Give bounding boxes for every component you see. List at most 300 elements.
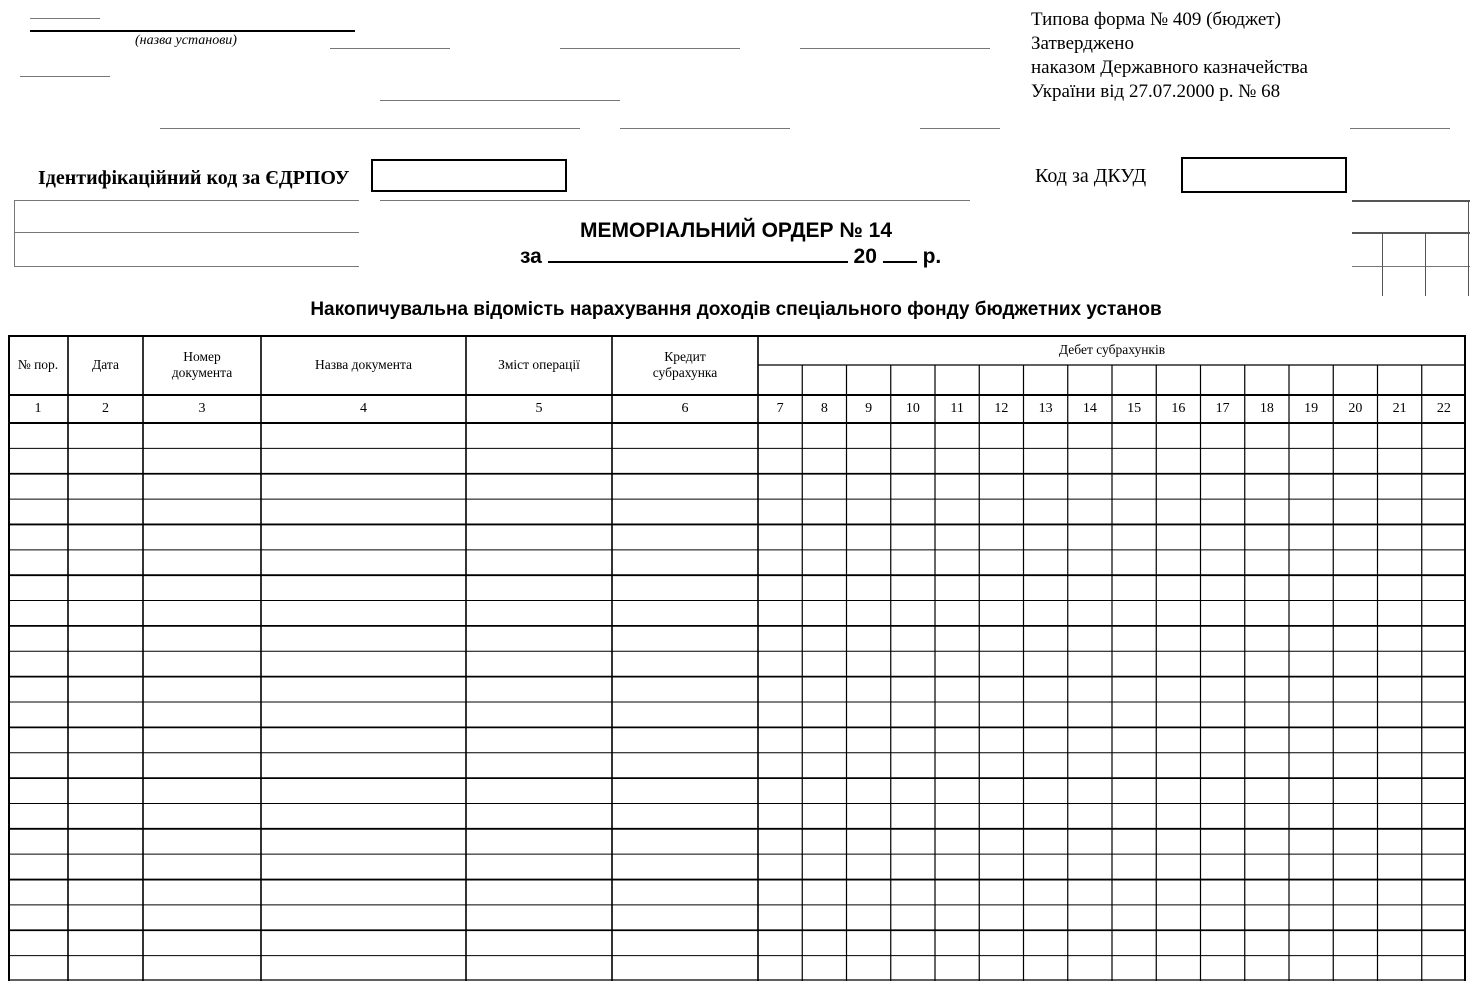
table-cell[interactable] xyxy=(1378,423,1422,448)
table-cell[interactable] xyxy=(261,880,466,905)
table-cell[interactable] xyxy=(612,524,758,549)
table-cell[interactable] xyxy=(1156,956,1200,981)
table-cell[interactable] xyxy=(1024,854,1068,879)
table-cell[interactable] xyxy=(1112,880,1156,905)
table-cell[interactable] xyxy=(847,753,891,778)
table-cell[interactable] xyxy=(68,702,143,727)
table-cell[interactable] xyxy=(8,601,68,626)
table-cell[interactable] xyxy=(758,905,802,930)
table-cell[interactable] xyxy=(847,474,891,499)
table-cell[interactable] xyxy=(891,499,935,524)
table-cell[interactable] xyxy=(1068,423,1112,448)
table-cell[interactable] xyxy=(68,677,143,702)
table-cell[interactable] xyxy=(466,524,612,549)
table-cell[interactable] xyxy=(68,448,143,473)
table-cell[interactable] xyxy=(68,474,143,499)
table-cell[interactable] xyxy=(1024,803,1068,828)
table-cell[interactable] xyxy=(1024,727,1068,752)
table-cell[interactable] xyxy=(1024,880,1068,905)
edrpou-code-field[interactable] xyxy=(371,159,567,192)
table-cell[interactable] xyxy=(466,753,612,778)
table-cell[interactable] xyxy=(143,448,261,473)
table-cell[interactable] xyxy=(847,651,891,676)
table-cell[interactable] xyxy=(1245,474,1289,499)
table-cell[interactable] xyxy=(1378,499,1422,524)
table-cell[interactable] xyxy=(979,499,1023,524)
table-cell[interactable] xyxy=(1333,575,1377,600)
table-cell[interactable] xyxy=(612,702,758,727)
table-cell[interactable] xyxy=(1112,677,1156,702)
table-cell[interactable] xyxy=(612,448,758,473)
table-cell[interactable] xyxy=(802,905,846,930)
table-cell[interactable] xyxy=(261,474,466,499)
table-cell[interactable] xyxy=(1112,753,1156,778)
table-cell[interactable] xyxy=(1024,702,1068,727)
table-cell[interactable] xyxy=(891,880,935,905)
table-cell[interactable] xyxy=(1068,499,1112,524)
table-cell[interactable] xyxy=(1024,956,1068,981)
table-cell[interactable] xyxy=(1201,727,1245,752)
table-cell[interactable] xyxy=(1289,423,1333,448)
table-cell[interactable] xyxy=(612,956,758,981)
table-cell[interactable] xyxy=(758,803,802,828)
table-cell[interactable] xyxy=(1289,448,1333,473)
table-cell[interactable] xyxy=(8,575,68,600)
table-cell[interactable] xyxy=(1422,651,1466,676)
table-cell[interactable] xyxy=(979,905,1023,930)
table-cell[interactable] xyxy=(8,803,68,828)
table-cell[interactable] xyxy=(68,550,143,575)
table-cell[interactable] xyxy=(1024,778,1068,803)
table-cell[interactable] xyxy=(1201,702,1245,727)
table-cell[interactable] xyxy=(847,905,891,930)
table-cell[interactable] xyxy=(1422,854,1466,879)
table-cell[interactable] xyxy=(1068,930,1112,955)
table-cell[interactable] xyxy=(466,956,612,981)
table-cell[interactable] xyxy=(1112,854,1156,879)
table-cell[interactable] xyxy=(612,778,758,803)
table-cell[interactable] xyxy=(802,956,846,981)
table-cell[interactable] xyxy=(1156,601,1200,626)
table-cell[interactable] xyxy=(8,727,68,752)
table-cell[interactable] xyxy=(891,448,935,473)
table-cell[interactable] xyxy=(1068,880,1112,905)
table-cell[interactable] xyxy=(68,753,143,778)
table-cell[interactable] xyxy=(1068,829,1112,854)
table-cell[interactable] xyxy=(1024,474,1068,499)
table-cell[interactable] xyxy=(847,423,891,448)
table-cell[interactable] xyxy=(68,601,143,626)
table-cell[interactable] xyxy=(1024,423,1068,448)
table-cell[interactable] xyxy=(935,474,979,499)
table-cell[interactable] xyxy=(1201,499,1245,524)
table-cell[interactable] xyxy=(1024,905,1068,930)
table-cell[interactable] xyxy=(143,626,261,651)
table-cell[interactable] xyxy=(68,423,143,448)
table-cell[interactable] xyxy=(1378,727,1422,752)
table-cell[interactable] xyxy=(1245,829,1289,854)
table-cell[interactable] xyxy=(143,524,261,549)
table-cell[interactable] xyxy=(68,854,143,879)
table-cell[interactable] xyxy=(1068,753,1112,778)
table-cell[interactable] xyxy=(1333,930,1377,955)
table-cell[interactable] xyxy=(1289,727,1333,752)
table-cell[interactable] xyxy=(68,524,143,549)
table-cell[interactable] xyxy=(1156,423,1200,448)
table-cell[interactable] xyxy=(1333,448,1377,473)
table-cell[interactable] xyxy=(935,499,979,524)
table-cell[interactable] xyxy=(1024,575,1068,600)
table-cell[interactable] xyxy=(1378,601,1422,626)
table-cell[interactable] xyxy=(1112,474,1156,499)
table-cell[interactable] xyxy=(1422,753,1466,778)
table-cell[interactable] xyxy=(1068,524,1112,549)
table-cell[interactable] xyxy=(935,930,979,955)
table-cell[interactable] xyxy=(466,575,612,600)
table-cell[interactable] xyxy=(261,524,466,549)
table-cell[interactable] xyxy=(1378,448,1422,473)
table-cell[interactable] xyxy=(612,550,758,575)
table-cell[interactable] xyxy=(1156,702,1200,727)
table-cell[interactable] xyxy=(143,702,261,727)
table-cell[interactable] xyxy=(979,803,1023,828)
table-cell[interactable] xyxy=(1378,930,1422,955)
table-cell[interactable] xyxy=(8,829,68,854)
table-cell[interactable] xyxy=(1245,753,1289,778)
table-cell[interactable] xyxy=(1024,651,1068,676)
table-cell[interactable] xyxy=(1333,803,1377,828)
table-cell[interactable] xyxy=(758,601,802,626)
table-cell[interactable] xyxy=(612,829,758,854)
table-cell[interactable] xyxy=(891,423,935,448)
table-cell[interactable] xyxy=(8,524,68,549)
table-cell[interactable] xyxy=(891,930,935,955)
table-cell[interactable] xyxy=(847,448,891,473)
table-cell[interactable] xyxy=(802,829,846,854)
table-cell[interactable] xyxy=(1024,550,1068,575)
table-cell[interactable] xyxy=(847,524,891,549)
table-cell[interactable] xyxy=(802,727,846,752)
table-cell[interactable] xyxy=(1245,423,1289,448)
table-cell[interactable] xyxy=(261,854,466,879)
table-cell[interactable] xyxy=(935,575,979,600)
table-cell[interactable] xyxy=(1378,474,1422,499)
table-cell[interactable] xyxy=(1156,575,1200,600)
table-cell[interactable] xyxy=(1333,753,1377,778)
table-cell[interactable] xyxy=(1245,803,1289,828)
table-cell[interactable] xyxy=(935,677,979,702)
table-cell[interactable] xyxy=(1156,905,1200,930)
table-cell[interactable] xyxy=(1201,626,1245,651)
table-cell[interactable] xyxy=(1201,651,1245,676)
table-cell[interactable] xyxy=(1378,880,1422,905)
table-cell[interactable] xyxy=(1422,474,1466,499)
table-cell[interactable] xyxy=(979,956,1023,981)
table-cell[interactable] xyxy=(1378,677,1422,702)
table-cell[interactable] xyxy=(1289,829,1333,854)
table-cell[interactable] xyxy=(935,423,979,448)
table-cell[interactable] xyxy=(1156,448,1200,473)
table-cell[interactable] xyxy=(68,880,143,905)
table-cell[interactable] xyxy=(1422,880,1466,905)
table-cell[interactable] xyxy=(1422,829,1466,854)
table-cell[interactable] xyxy=(1156,930,1200,955)
table-cell[interactable] xyxy=(1422,905,1466,930)
table-cell[interactable] xyxy=(935,753,979,778)
table-cell[interactable] xyxy=(847,626,891,651)
table-cell[interactable] xyxy=(847,930,891,955)
table-cell[interactable] xyxy=(1112,930,1156,955)
table-cell[interactable] xyxy=(466,651,612,676)
table-cell[interactable] xyxy=(1024,930,1068,955)
table-cell[interactable] xyxy=(802,753,846,778)
table-cell[interactable] xyxy=(935,550,979,575)
table-cell[interactable] xyxy=(1422,956,1466,981)
table-cell[interactable] xyxy=(979,829,1023,854)
table-cell[interactable] xyxy=(1024,626,1068,651)
table-cell[interactable] xyxy=(1112,423,1156,448)
table-cell[interactable] xyxy=(466,601,612,626)
table-cell[interactable] xyxy=(143,930,261,955)
table-cell[interactable] xyxy=(935,626,979,651)
table-cell[interactable] xyxy=(612,854,758,879)
table-cell[interactable] xyxy=(261,423,466,448)
table-cell[interactable] xyxy=(1112,575,1156,600)
table-cell[interactable] xyxy=(261,803,466,828)
table-cell[interactable] xyxy=(891,854,935,879)
table-cell[interactable] xyxy=(979,753,1023,778)
table-cell[interactable] xyxy=(1201,880,1245,905)
table-cell[interactable] xyxy=(261,677,466,702)
table-cell[interactable] xyxy=(143,803,261,828)
table-cell[interactable] xyxy=(68,575,143,600)
table-cell[interactable] xyxy=(1289,677,1333,702)
table-cell[interactable] xyxy=(1201,474,1245,499)
table-cell[interactable] xyxy=(758,753,802,778)
table-cell[interactable] xyxy=(1333,601,1377,626)
table-cell[interactable] xyxy=(1245,778,1289,803)
table-cell[interactable] xyxy=(143,778,261,803)
table-cell[interactable] xyxy=(1378,905,1422,930)
table-cell[interactable] xyxy=(935,956,979,981)
table-cell[interactable] xyxy=(261,727,466,752)
table-cell[interactable] xyxy=(979,651,1023,676)
table-cell[interactable] xyxy=(847,956,891,981)
table-cell[interactable] xyxy=(8,474,68,499)
period-year-field[interactable] xyxy=(883,247,917,263)
table-cell[interactable] xyxy=(935,727,979,752)
table-cell[interactable] xyxy=(1156,829,1200,854)
table-cell[interactable] xyxy=(935,702,979,727)
table-cell[interactable] xyxy=(758,880,802,905)
table-cell[interactable] xyxy=(143,956,261,981)
table-cell[interactable] xyxy=(758,727,802,752)
table-cell[interactable] xyxy=(612,423,758,448)
table-cell[interactable] xyxy=(1112,803,1156,828)
table-cell[interactable] xyxy=(1201,601,1245,626)
table-cell[interactable] xyxy=(1422,499,1466,524)
table-cell[interactable] xyxy=(1024,524,1068,549)
institution-name-line[interactable] xyxy=(30,30,355,32)
table-cell[interactable] xyxy=(68,829,143,854)
table-cell[interactable] xyxy=(466,677,612,702)
table-cell[interactable] xyxy=(1068,956,1112,981)
table-cell[interactable] xyxy=(847,803,891,828)
table-cell[interactable] xyxy=(1112,778,1156,803)
table-cell[interactable] xyxy=(1112,499,1156,524)
table-cell[interactable] xyxy=(1333,778,1377,803)
table-cell[interactable] xyxy=(1201,905,1245,930)
dkud-code-field[interactable] xyxy=(1181,157,1347,193)
table-cell[interactable] xyxy=(466,803,612,828)
table-cell[interactable] xyxy=(1245,550,1289,575)
table-cell[interactable] xyxy=(847,829,891,854)
table-cell[interactable] xyxy=(612,753,758,778)
table-cell[interactable] xyxy=(1378,626,1422,651)
table-cell[interactable] xyxy=(979,550,1023,575)
table-cell[interactable] xyxy=(1289,702,1333,727)
table-cell[interactable] xyxy=(1333,677,1377,702)
table-cell[interactable] xyxy=(1024,448,1068,473)
table-cell[interactable] xyxy=(1201,803,1245,828)
table-cell[interactable] xyxy=(8,677,68,702)
table-cell[interactable] xyxy=(8,448,68,473)
table-cell[interactable] xyxy=(935,448,979,473)
table-cell[interactable] xyxy=(261,601,466,626)
table-cell[interactable] xyxy=(1068,575,1112,600)
table-cell[interactable] xyxy=(261,702,466,727)
table-cell[interactable] xyxy=(1378,702,1422,727)
table-cell[interactable] xyxy=(1422,423,1466,448)
table-cell[interactable] xyxy=(1378,753,1422,778)
table-cell[interactable] xyxy=(143,423,261,448)
table-cell[interactable] xyxy=(8,753,68,778)
table-cell[interactable] xyxy=(261,905,466,930)
table-cell[interactable] xyxy=(758,499,802,524)
table-cell[interactable] xyxy=(1201,677,1245,702)
table-cell[interactable] xyxy=(935,854,979,879)
table-cell[interactable] xyxy=(1112,601,1156,626)
table-cell[interactable] xyxy=(68,956,143,981)
table-cell[interactable] xyxy=(1068,702,1112,727)
table-cell[interactable] xyxy=(1378,803,1422,828)
table-cell[interactable] xyxy=(891,905,935,930)
table-cell[interactable] xyxy=(979,702,1023,727)
table-cell[interactable] xyxy=(261,575,466,600)
table-cell[interactable] xyxy=(1201,575,1245,600)
table-cell[interactable] xyxy=(891,778,935,803)
table-cell[interactable] xyxy=(612,727,758,752)
table-cell[interactable] xyxy=(1068,803,1112,828)
table-cell[interactable] xyxy=(891,677,935,702)
table-cell[interactable] xyxy=(1156,727,1200,752)
table-cell[interactable] xyxy=(1245,956,1289,981)
table-cell[interactable] xyxy=(1333,651,1377,676)
table-cell[interactable] xyxy=(466,880,612,905)
table-cell[interactable] xyxy=(1201,930,1245,955)
table-cell[interactable] xyxy=(68,803,143,828)
table-cell[interactable] xyxy=(891,575,935,600)
table-cell[interactable] xyxy=(466,448,612,473)
table-cell[interactable] xyxy=(1112,550,1156,575)
table-cell[interactable] xyxy=(612,601,758,626)
table-cell[interactable] xyxy=(1289,474,1333,499)
table-cell[interactable] xyxy=(1024,601,1068,626)
table-cell[interactable] xyxy=(612,905,758,930)
table-cell[interactable] xyxy=(612,575,758,600)
table-cell[interactable] xyxy=(612,880,758,905)
table-cell[interactable] xyxy=(935,651,979,676)
table-cell[interactable] xyxy=(1112,727,1156,752)
table-cell[interactable] xyxy=(935,905,979,930)
table-cell[interactable] xyxy=(143,601,261,626)
table-cell[interactable] xyxy=(1112,905,1156,930)
table-cell[interactable] xyxy=(143,905,261,930)
table-cell[interactable] xyxy=(847,880,891,905)
table-cell[interactable] xyxy=(1378,651,1422,676)
table-cell[interactable] xyxy=(1201,524,1245,549)
table-cell[interactable] xyxy=(8,930,68,955)
table-cell[interactable] xyxy=(758,524,802,549)
table-cell[interactable] xyxy=(802,803,846,828)
table-cell[interactable] xyxy=(758,575,802,600)
table-cell[interactable] xyxy=(1289,778,1333,803)
table-cell[interactable] xyxy=(68,626,143,651)
table-cell[interactable] xyxy=(847,778,891,803)
table-cell[interactable] xyxy=(1112,524,1156,549)
table-cell[interactable] xyxy=(612,499,758,524)
table-cell[interactable] xyxy=(1112,651,1156,676)
table-cell[interactable] xyxy=(847,601,891,626)
table-cell[interactable] xyxy=(891,524,935,549)
table-cell[interactable] xyxy=(891,702,935,727)
table-cell[interactable] xyxy=(1201,448,1245,473)
table-cell[interactable] xyxy=(261,499,466,524)
table-cell[interactable] xyxy=(935,778,979,803)
table-cell[interactable] xyxy=(1245,677,1289,702)
table-cell[interactable] xyxy=(1333,880,1377,905)
table-cell[interactable] xyxy=(1289,575,1333,600)
table-cell[interactable] xyxy=(1289,956,1333,981)
table-cell[interactable] xyxy=(1333,956,1377,981)
table-cell[interactable] xyxy=(979,727,1023,752)
table-cell[interactable] xyxy=(979,524,1023,549)
table-cell[interactable] xyxy=(1156,677,1200,702)
table-cell[interactable] xyxy=(466,474,612,499)
table-cell[interactable] xyxy=(1156,651,1200,676)
table-cell[interactable] xyxy=(1422,702,1466,727)
table-cell[interactable] xyxy=(935,601,979,626)
table-cell[interactable] xyxy=(143,677,261,702)
table-cell[interactable] xyxy=(802,575,846,600)
table-cell[interactable] xyxy=(935,880,979,905)
table-cell[interactable] xyxy=(143,575,261,600)
table-cell[interactable] xyxy=(68,930,143,955)
table-cell[interactable] xyxy=(1289,930,1333,955)
table-cell[interactable] xyxy=(1333,854,1377,879)
table-cell[interactable] xyxy=(1378,854,1422,879)
table-cell[interactable] xyxy=(1245,651,1289,676)
table-cell[interactable] xyxy=(1289,601,1333,626)
table-cell[interactable] xyxy=(466,930,612,955)
table-cell[interactable] xyxy=(466,702,612,727)
table-cell[interactable] xyxy=(68,905,143,930)
table-cell[interactable] xyxy=(1333,499,1377,524)
table-cell[interactable] xyxy=(612,930,758,955)
table-cell[interactable] xyxy=(612,651,758,676)
table-cell[interactable] xyxy=(758,448,802,473)
table-cell[interactable] xyxy=(1068,626,1112,651)
